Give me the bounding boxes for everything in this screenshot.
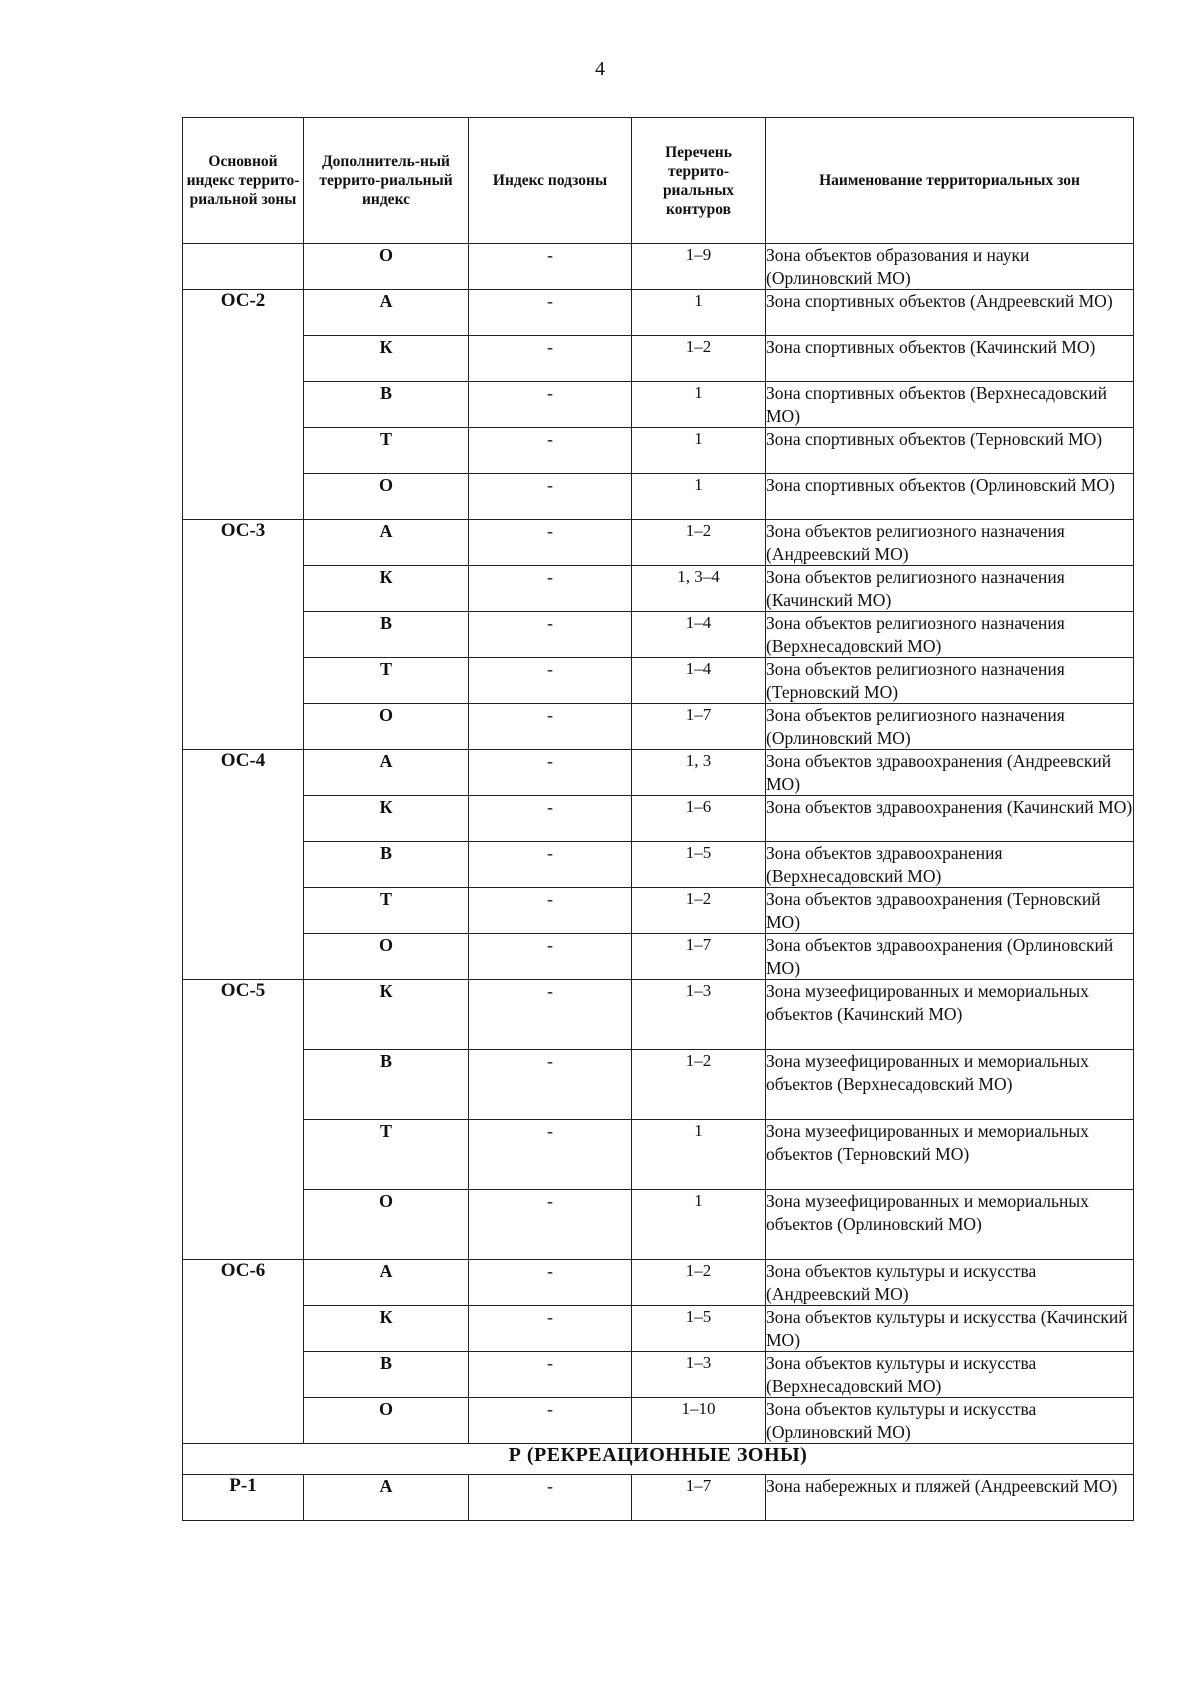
header-main-index: Основной индекс террито-риальной зоны xyxy=(183,118,304,244)
zone-name-cell: Зона объектов культуры и искусства (Андреевский МО) xyxy=(766,1260,1134,1306)
main-index-cell: ОС-6 xyxy=(183,1260,304,1444)
table-row xyxy=(183,1352,1134,1398)
table-row xyxy=(183,1190,1134,1260)
subzone-index-cell: - xyxy=(469,566,632,612)
subzone-index-cell: - xyxy=(469,980,632,1050)
subzone-index-cell: - xyxy=(469,1475,632,1521)
contours-cell: 1 xyxy=(632,290,766,336)
subzone-index-cell: - xyxy=(469,336,632,382)
additional-index-cell: А xyxy=(304,750,469,796)
table-row xyxy=(183,704,1134,750)
subzone-index-cell: - xyxy=(469,1190,632,1260)
subzone-index-cell: - xyxy=(469,382,632,428)
additional-index-cell: Т xyxy=(304,888,469,934)
zone-name-cell: Зона спортивных объектов (Качинский МО) xyxy=(766,336,1134,382)
zone-name-cell: Зона объектов здравоохранения (Качинский МО) xyxy=(766,796,1134,842)
additional-index-cell: Т xyxy=(304,658,469,704)
additional-index-cell: О xyxy=(304,704,469,750)
zone-name-cell: Зона объектов здравоохранения (Терновский МО) xyxy=(766,888,1134,934)
contours-cell: 1–2 xyxy=(632,336,766,382)
additional-index-cell: В xyxy=(304,1050,469,1120)
zone-name-cell: Зона объектов здравоохранения (Андреевский МО) xyxy=(766,750,1134,796)
zones-table xyxy=(182,117,1134,1521)
zone-name-cell: Зона спортивных объектов (Орлиновский МО) xyxy=(766,474,1134,520)
table-row xyxy=(183,796,1134,842)
zone-name-cell: Зона музеефицированных и мемориальных объектов (Верхнесадовский МО) xyxy=(766,1050,1134,1120)
zone-name-cell: Зона объектов культуры и искусства (Орлиновский МО) xyxy=(766,1398,1134,1444)
contours-cell: 1–3 xyxy=(632,1352,766,1398)
page-number: 4 xyxy=(595,58,605,80)
table-row xyxy=(183,612,1134,658)
header-contours-list: Перечень террито-риальных контуров xyxy=(632,118,766,244)
subzone-index-cell: - xyxy=(469,842,632,888)
zone-name-cell: Зона объектов здравоохранения (Верхнесадовский МО) xyxy=(766,842,1134,888)
additional-index-cell: О xyxy=(304,1398,469,1444)
additional-index-cell: К xyxy=(304,1306,469,1352)
contours-cell: 1–4 xyxy=(632,658,766,704)
table-row xyxy=(183,980,1134,1050)
table-row xyxy=(183,382,1134,428)
zone-name-cell: Зона объектов религиозного назначения (Андреевский МО) xyxy=(766,520,1134,566)
header-zone-name: Наименование территориальных зон xyxy=(766,118,1134,244)
table-row xyxy=(183,290,1134,336)
subzone-index-cell: - xyxy=(469,888,632,934)
zone-name-cell: Зона объектов религиозного назначения (Качинский МО) xyxy=(766,566,1134,612)
contours-cell: 1–3 xyxy=(632,980,766,1050)
additional-index-cell: О xyxy=(304,474,469,520)
contours-cell: 1–7 xyxy=(632,704,766,750)
table-row xyxy=(183,888,1134,934)
additional-index-cell: О xyxy=(304,244,469,290)
section-row xyxy=(183,1444,1134,1475)
contours-cell: 1 xyxy=(632,428,766,474)
table-row xyxy=(183,474,1134,520)
table-row xyxy=(183,520,1134,566)
table-row xyxy=(183,428,1134,474)
contours-cell: 1–2 xyxy=(632,520,766,566)
subzone-index-cell: - xyxy=(469,1120,632,1190)
additional-index-cell: К xyxy=(304,796,469,842)
zone-name-cell: Зона объектов религиозного назначения (Орлиновский МО) xyxy=(766,704,1134,750)
additional-index-cell: К xyxy=(304,980,469,1050)
table-row xyxy=(183,244,1134,290)
header-additional-index: Дополнитель-ный террито-риальный индекс xyxy=(304,118,469,244)
contours-cell: 1 xyxy=(632,474,766,520)
zone-name-cell: Зона спортивных объектов (Терновский МО) xyxy=(766,428,1134,474)
zone-name-cell: Зона музеефицированных и мемориальных объектов (Терновский МО) xyxy=(766,1120,1134,1190)
contours-cell: 1–7 xyxy=(632,934,766,980)
contours-cell: 1 xyxy=(632,1190,766,1260)
main-index-cell: ОС-3 xyxy=(183,520,304,750)
table-row xyxy=(183,336,1134,382)
table-row xyxy=(183,934,1134,980)
main-index-cell: ОС-2 xyxy=(183,290,304,520)
contours-cell: 1–2 xyxy=(632,1260,766,1306)
additional-index-cell: Т xyxy=(304,428,469,474)
additional-index-cell: А xyxy=(304,290,469,336)
contours-cell: 1 xyxy=(632,1120,766,1190)
subzone-index-cell: - xyxy=(469,1050,632,1120)
table-header-row xyxy=(183,118,1134,244)
contours-cell: 1–5 xyxy=(632,842,766,888)
table-row xyxy=(183,566,1134,612)
contours-cell: 1–4 xyxy=(632,612,766,658)
subzone-index-cell: - xyxy=(469,474,632,520)
additional-index-cell: О xyxy=(304,934,469,980)
subzone-index-cell: - xyxy=(469,796,632,842)
zone-name-cell: Зона музеефицированных и мемориальных объектов (Орлиновский МО) xyxy=(766,1190,1134,1260)
subzone-index-cell: - xyxy=(469,1260,632,1306)
zone-name-cell: Зона объектов религиозного назначения (Верхнесадовский МО) xyxy=(766,612,1134,658)
table-row xyxy=(183,1475,1134,1521)
subzone-index-cell: - xyxy=(469,612,632,658)
table-row xyxy=(183,1306,1134,1352)
subzone-index-cell: - xyxy=(469,934,632,980)
zone-name-cell: Зона объектов религиозного назначения (Терновский МО) xyxy=(766,658,1134,704)
subzone-index-cell: - xyxy=(469,244,632,290)
zone-name-cell: Зона музеефицированных и мемориальных объектов (Качинский МО) xyxy=(766,980,1134,1050)
additional-index-cell: А xyxy=(304,520,469,566)
table-row xyxy=(183,842,1134,888)
table-row xyxy=(183,1260,1134,1306)
contours-cell: 1–10 xyxy=(632,1398,766,1444)
contours-cell: 1–7 xyxy=(632,1475,766,1521)
subzone-index-cell: - xyxy=(469,428,632,474)
contours-cell: 1, 3 xyxy=(632,750,766,796)
table-row xyxy=(183,1120,1134,1190)
zone-name-cell: Зона объектов образования и науки (Орлиновский МО) xyxy=(766,244,1134,290)
additional-index-cell: В xyxy=(304,382,469,428)
additional-index-cell: К xyxy=(304,566,469,612)
zone-name-cell: Зона спортивных объектов (Андреевский МО) xyxy=(766,290,1134,336)
main-index-cell xyxy=(183,244,304,290)
additional-index-cell: К xyxy=(304,336,469,382)
main-index-cell: ОС-4 xyxy=(183,750,304,980)
table-row xyxy=(183,750,1134,796)
contours-cell: 1, 3–4 xyxy=(632,566,766,612)
subzone-index-cell: - xyxy=(469,1398,632,1444)
table-row xyxy=(183,1050,1134,1120)
additional-index-cell: А xyxy=(304,1260,469,1306)
additional-index-cell: В xyxy=(304,842,469,888)
contours-cell: 1–2 xyxy=(632,1050,766,1120)
main-index-cell: ОС-5 xyxy=(183,980,304,1260)
contours-cell: 1–9 xyxy=(632,244,766,290)
subzone-index-cell: - xyxy=(469,750,632,796)
subzone-index-cell: - xyxy=(469,658,632,704)
subzone-index-cell: - xyxy=(469,520,632,566)
additional-index-cell: В xyxy=(304,1352,469,1398)
section-title: Р (РЕКРЕАЦИОННЫЕ ЗОНЫ) xyxy=(183,1444,1134,1475)
zone-name-cell: Зона объектов культуры и искусства (Качинский МО) xyxy=(766,1306,1134,1352)
subzone-index-cell: - xyxy=(469,1306,632,1352)
zone-name-cell: Зона объектов культуры и искусства (Верхнесадовский МО) xyxy=(766,1352,1134,1398)
subzone-index-cell: - xyxy=(469,704,632,750)
header-subzone-index: Индекс подзоны xyxy=(469,118,632,244)
additional-index-cell: В xyxy=(304,612,469,658)
zone-name-cell: Зона набережных и пляжей (Андреевский МО) xyxy=(766,1475,1134,1521)
additional-index-cell: Т xyxy=(304,1120,469,1190)
additional-index-cell: А xyxy=(304,1475,469,1521)
contours-cell: 1–5 xyxy=(632,1306,766,1352)
zone-name-cell: Зона объектов здравоохранения (Орлиновский МО) xyxy=(766,934,1134,980)
contours-cell: 1–6 xyxy=(632,796,766,842)
additional-index-cell: О xyxy=(304,1190,469,1260)
contours-cell: 1 xyxy=(632,382,766,428)
table-row xyxy=(183,1398,1134,1444)
subzone-index-cell: - xyxy=(469,1352,632,1398)
contours-cell: 1–2 xyxy=(632,888,766,934)
table-row xyxy=(183,658,1134,704)
main-index-cell: Р-1 xyxy=(183,1475,304,1521)
subzone-index-cell: - xyxy=(469,290,632,336)
zone-name-cell: Зона спортивных объектов (Верхнесадовский МО) xyxy=(766,382,1134,428)
